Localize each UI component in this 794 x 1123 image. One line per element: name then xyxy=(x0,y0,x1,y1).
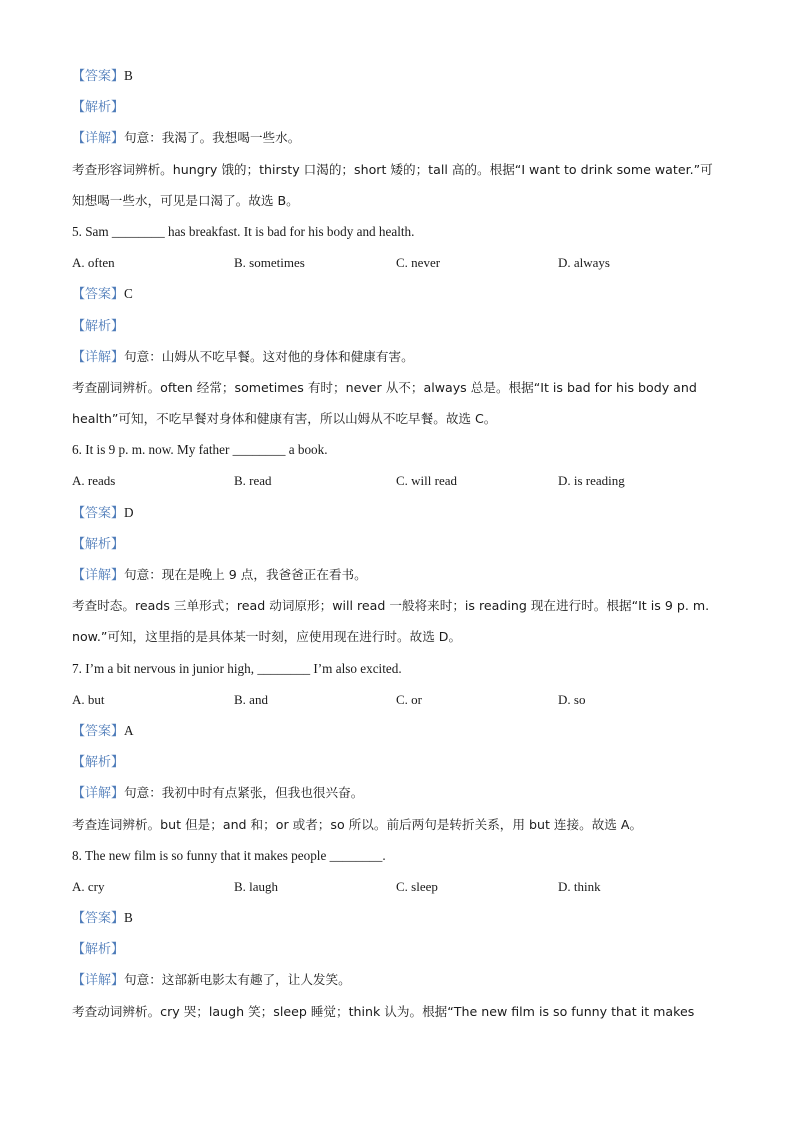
answer-line: 【答案】C xyxy=(72,286,133,303)
answer-line: 【答案】B xyxy=(72,68,133,84)
explanation-line: 考查时态。reads 三单形式；read 动词原形；will read 一般将来时；is reading 现在进行时。根据“It is 9 p. m. xyxy=(72,598,710,614)
option-d: D. think xyxy=(558,878,601,894)
option-a: A. cry xyxy=(72,878,105,894)
option-a: A. often xyxy=(72,255,115,271)
options-row xyxy=(72,249,732,280)
explanation-line: 知想喝一些水，可见是口渴了。故选 B。 xyxy=(72,192,299,208)
option-b: B. and xyxy=(234,691,268,707)
question-block-8 xyxy=(72,842,732,1029)
question-block-5 xyxy=(72,218,732,436)
question-block-7 xyxy=(72,655,732,842)
explanation-line: 考查动词辨析。cry 哭；laugh 笑；sleep 睡觉；think 认为。根据“The new film is so funny that it makes xyxy=(72,1003,695,1019)
options-row xyxy=(72,467,732,498)
option-c: C. or xyxy=(396,691,422,707)
option-a: A. but xyxy=(72,691,105,707)
detail-line: 【详解】句意：我渴了。我想喝一些水。 xyxy=(72,130,301,147)
explanation-line: now.”可知，这里指的是具体某一时刻，应使用现在进行时。故选 D。 xyxy=(72,629,462,645)
question-stem: 5. Sam ________ has breakfast. It is bad for his body and health. xyxy=(72,223,415,239)
explanation-line: 考查形容词辨析。hungry 饿的；thirsty 口渴的；short 矮的；tall 高的。根据“I want to drink some water.”可 xyxy=(72,161,713,177)
detail-line: 【详解】句意：山姆从不吃早餐。这对他的身体和健康有害。 xyxy=(72,348,414,365)
question-stem: 6. It is 9 p. m. now. My father ________ a book. xyxy=(72,442,328,458)
option-b: B. laugh xyxy=(234,878,279,894)
options-row xyxy=(72,686,732,717)
question-block-4-tail xyxy=(72,62,732,218)
analysis-line: 【解析】 xyxy=(72,100,125,116)
analysis-line: 【解析】 xyxy=(72,536,125,552)
explanation-line: 考查副词辨析。often 经常；sometimes 有时；never 从不；always 总是。根据“It is bad for his body and xyxy=(72,379,697,395)
option-c: C. will read xyxy=(396,473,458,489)
option-c: C. sleep xyxy=(396,878,438,894)
option-d: D. is reading xyxy=(558,473,625,489)
document-page xyxy=(72,62,732,1029)
detail-line: 【详解】句意：这部新电影太有趣了，让人发笑。 xyxy=(72,972,351,989)
option-d: D. always xyxy=(558,255,610,271)
explanation-line: 考查连词辨析。but 但是；and 和；or 或者；so 所以。前后两句是转折关系，用 but 连接。故选 A。 xyxy=(72,816,643,832)
explanation-line: health”可知，不吃早餐对身体和健康有害，所以山姆从不吃早餐。故选 C。 xyxy=(72,411,497,427)
analysis-line: 【解析】 xyxy=(72,755,125,771)
question-stem: 8. The new film is so funny that it makes people ________. xyxy=(72,847,386,863)
question-block-6 xyxy=(72,436,732,654)
detail-line: 【详解】句意：现在是晚上 9 点，我爸爸正在看书。 xyxy=(72,567,367,583)
answer-line: 【答案】B xyxy=(72,910,133,927)
option-b: B. sometimes xyxy=(234,255,305,271)
analysis-line: 【解析】 xyxy=(72,942,125,958)
option-c: C. never xyxy=(396,255,441,271)
analysis-line: 【解析】 xyxy=(72,318,125,334)
options-row xyxy=(72,873,732,904)
question-stem: 7. I’m a bit nervous in junior high, ________ I’m also excited. xyxy=(72,660,402,676)
option-d: D. so xyxy=(558,691,586,707)
option-b: B. read xyxy=(234,473,272,489)
answer-line: 【答案】A xyxy=(72,722,134,739)
detail-line: 【详解】句意：我初中时有点紧张，但我也很兴奋。 xyxy=(72,785,364,802)
option-a: A. reads xyxy=(72,473,116,489)
answer-line: 【答案】D xyxy=(72,504,134,521)
